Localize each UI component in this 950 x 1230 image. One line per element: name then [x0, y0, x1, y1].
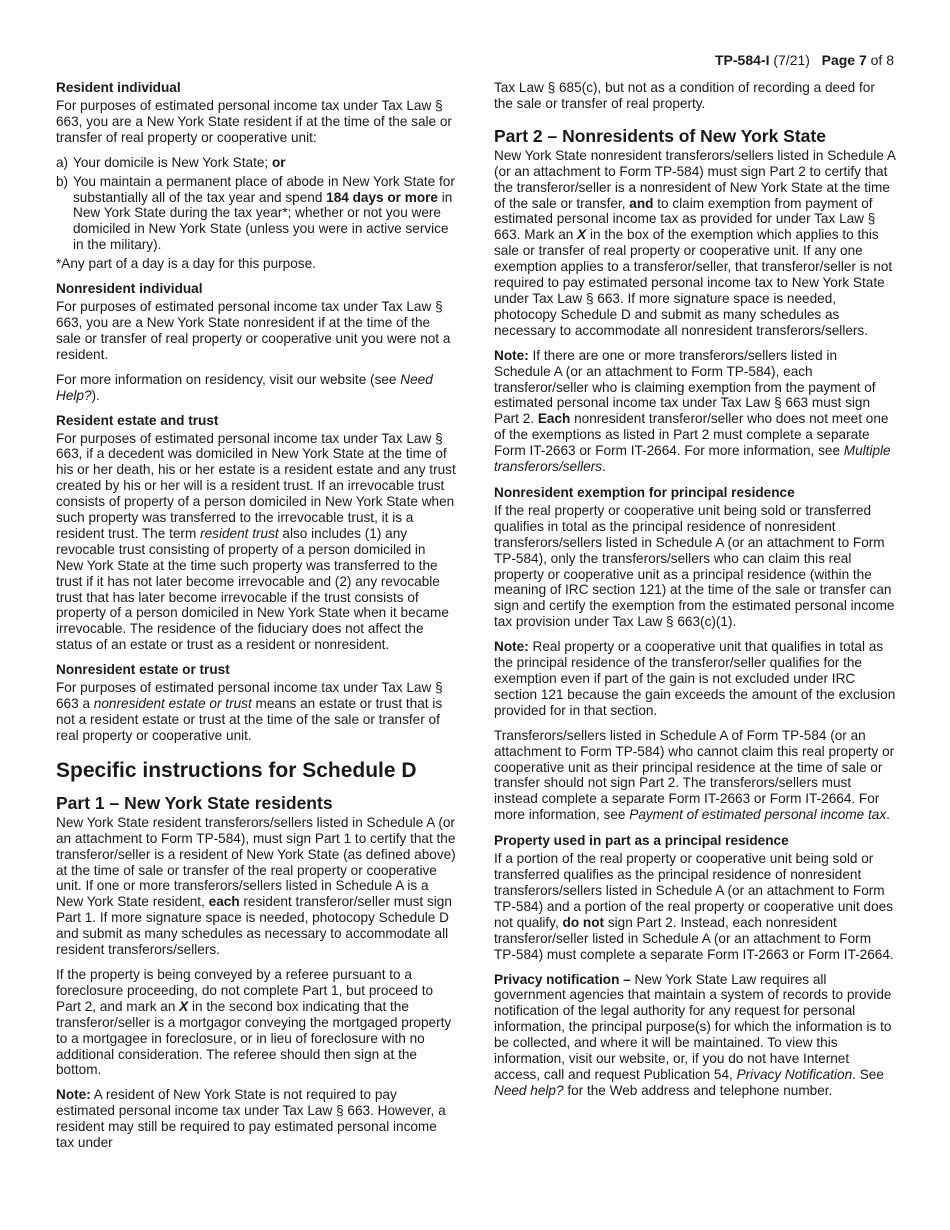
- emphasis-text: 184 days or more: [326, 189, 438, 205]
- heading-part-use: Property used in part as a principal residence: [494, 833, 789, 849]
- text-run: sign Part 2. Instead, each nonresident transferor/seller listed in Schedule A (or an attachment to Form TP-584) must complete a separate Form IT-2663 or Form IT-2664.: [494, 914, 894, 962]
- emphasis-text: or: [271, 154, 286, 170]
- text-run: If a portion of the real property or cooperative unit being sold or transferred qualifies as the principal residence of nonresident transferors/sellers listed in Schedule A (or an attachment to Form TP-584) and a portion of the real property or cooperative unit does not qualify,: [494, 851, 893, 930]
- emphasis-text: Note:: [56, 1087, 91, 1103]
- emphasis-text: nonresident estate or trust: [93, 696, 252, 712]
- emphasis-text: Note:: [494, 347, 529, 363]
- page-label: Page 7: [821, 52, 867, 68]
- emphasis-text: Privacy Notification: [736, 1066, 853, 1082]
- text-run: resident transferor/seller must sign Part 1. If more signature space is needed, photocopy Schedule D and submit as many schedules as necessary to accommodate all resident transferors/sellers.: [56, 894, 452, 958]
- paragraph: [494, 851, 896, 962]
- right-column: [494, 80, 896, 1108]
- paragraph: [56, 431, 456, 654]
- list-marker: b): [56, 173, 69, 189]
- paragraph: [494, 639, 896, 719]
- emphasis-text: Need Help?: [56, 371, 433, 403]
- emphasis-text: resident trust: [200, 525, 279, 541]
- text-run: If there are one or more transferors/sellers listed in Schedule A (or an attachment to Form TP-584), each transferor/seller who is claiming exemption from the payment of estimated personal income tax under Tax Law § 663 must sign Part 2.: [494, 347, 876, 427]
- paragraph: [56, 815, 456, 958]
- form-number: TP-584-I: [715, 52, 770, 68]
- text-run: Your domicile is New York State;: [73, 154, 272, 170]
- heading-nonresident-individual: Nonresident individual: [56, 281, 203, 297]
- paragraph: [56, 299, 456, 363]
- list-marker: a): [56, 154, 69, 170]
- emphasis-text: Payment of estimated personal income tax: [629, 807, 887, 823]
- text-run: For purposes of estimated personal income tax under Tax Law § 663, if a decedent was domiciled in New York State at the time of his or her death, his or her estate is a resident estate and any trust created by his or her will is a resident trust. If an irrevocable trust consists of property of a person domiciled in New York State when such property was transferred to the irrevocable trust, it is a resident trust. The term: [56, 430, 456, 541]
- text-run: .: [886, 807, 890, 823]
- text-run: in New York State during the tax year*; whether or not you were domiciled in New York State (unless you were in active service in the military).: [73, 189, 453, 253]
- text-run: New York State nonresident transferors/sellers listed in Schedule A (or an attachment to Form TP-584) must sign Part 2 to certify that the transferor/seller is a nonresident of New York State at the time of the sale or transfer,: [494, 147, 896, 211]
- list-text: [73, 155, 286, 171]
- text-run: nonresident transferor/seller who does not meet one of the exemptions as listed in Part 2 must complete a separate Form IT-2663 or Form IT-2664. For more information, see: [494, 411, 889, 459]
- footnote: *Any part of a day is a day for this purpose.: [56, 256, 316, 272]
- heading-principal-residence: Nonresident exemption for principal residence: [494, 484, 795, 500]
- paragraph: [494, 80, 896, 112]
- text-run: New York State Law requires all government agencies that maintain a system of records to provide notification of the legal authority for any request for personal information, the principal purpose(s) for which the information is to be collected, and where it will be maintained. To view this information, visit our website, or, if you do not have Internet access, call and request Publication 54,: [494, 971, 892, 1082]
- heading-nonresident-estate: Nonresident estate or trust: [56, 662, 230, 678]
- text-run: If the real property or cooperative unit being sold or transferred qualifies in total as the principal residence of nonresident transferors/sellers listed in Schedule A (or an attachment to Form TP-584), only the transferors/sellers who can claim this real property or cooperative unit as a principal residence (within the meaning of IRC section 121) at the time of the sale or transfer can sign and certify the exemption from the estimated personal income tax provision under Tax Law § 663(c)(1).: [494, 502, 895, 630]
- text-run: If the property is being conveyed by a referee pursuant to a foreclosure proceeding, do not complete Part 1, but proceed to Part 2, and mark an: [56, 966, 434, 1014]
- list-item: [56, 174, 456, 254]
- text-run: in the box of the exemption which applies to this sale or transfer of real property or cooperative unit. If any one exemption applies to a transferor/seller, that transferor/seller is not required to pay estimated personal income tax to New York State under Tax Law § 663. If more signature space is needed, photocopy Schedule D and submit as many schedules as necessary to accommodate all nonresident transferors/sellers.: [494, 227, 893, 338]
- text-run: For more information on residency, visit our website (see: [56, 371, 401, 387]
- paragraph: [494, 503, 896, 630]
- text-run: ).: [91, 387, 100, 403]
- left-column: [56, 80, 456, 1160]
- list-item: [56, 155, 456, 171]
- text-run: Tax Law § 685(c), but not as a condition of recording a deed for the sale or transfer of real property.: [494, 80, 875, 111]
- text-run: Transferors/sellers listed in Schedule A of Form TP-584 (or an attachment to Form TP-584) who cannot claim this real property or cooperative unit as their principal residence at the time of sale or transfer should not sign Part 2. The transferors/sellers must instead complete a separate Form IT-2663 or Form IT-2664. For more information, see: [494, 727, 895, 823]
- text-run: A resident of New York State is not required to pay estimated personal income tax under Tax Law § 663. However, a resident may still be required to pay estimated personal income tax under: [56, 1087, 446, 1151]
- text-run: . See: [852, 1066, 884, 1082]
- text-run: .: [602, 459, 606, 475]
- emphasis-text: X: [577, 227, 587, 243]
- text-run: For purposes of estimated personal income tax under Tax Law § 663 a: [56, 680, 443, 712]
- paragraph: [56, 967, 456, 1078]
- emphasis-text: Multiple transferors/sellers: [494, 443, 891, 475]
- text-run: For purposes of estimated personal income tax under Tax Law § 663, you are a New York State resident if at the time of the sale or transfer of real property or cooperative unit:: [56, 98, 452, 145]
- emphasis-text: Privacy notification –: [494, 971, 631, 987]
- emphasis-text: Each: [537, 411, 571, 427]
- text-run: means an estate or trust that is not a resident estate or trust at the time of the sale or transfer of real property or cooperative unit.: [56, 696, 443, 743]
- emphasis-text: each: [208, 894, 240, 910]
- paragraph: [56, 680, 456, 744]
- page-header: [715, 52, 894, 68]
- list-text: [73, 174, 456, 254]
- text-run: for the Web address and telephone number.: [563, 1082, 833, 1098]
- emphasis-text: Note:: [494, 639, 529, 655]
- section-title: Specific instructions for Schedule D: [56, 758, 417, 782]
- text-run: For purposes of estimated personal income tax under Tax Law § 663, you are a New York State nonresident if at the time of the sale or transfer of real property or cooperative unit you were not a resident.: [56, 299, 451, 362]
- text-run: also includes (1) any revocable trust consisting of property of a person domiciled in New York State at the time such property was transferred to the trust if it has not later become irrevocable and (2) any revocable trust that has later become irrevocable if the trust consists of property of a person domiciled in New York State when it became irrevocable. The residence of the fiduciary does not affect the status of an estate or trust as a resident or nonresident.: [56, 525, 449, 653]
- paragraph: [494, 728, 896, 823]
- paragraph: [494, 972, 896, 1099]
- text-run: You maintain a permanent place of abode in New York State for substantially all of the tax year and spend: [73, 173, 455, 205]
- heading-part-1: Part 1 – New York State residents: [56, 792, 333, 813]
- heading-resident-individual: Resident individual: [56, 80, 181, 95]
- paragraph: [56, 372, 456, 404]
- text-run: to claim exemption from payment of estimated personal income tax as provided for under Tax Law § 663. Mark an: [494, 195, 876, 243]
- emphasis-text: X: [179, 998, 189, 1014]
- text-run: New York State resident transferors/sellers listed in Schedule A (or an attachment to Form TP-584), must sign Part 1 to certify that the transferor/seller is a resident of New York State (as defined above) at the time of sale or transfer of the real property or cooperative unit. If one or more transferors/sellers listed in Schedule A is a New York State resident,: [56, 814, 456, 910]
- page-of: of 8: [870, 52, 894, 68]
- text-run: in the second box indicating that the transferor/seller is a mortgagor conveying the mortgaged property to a mortgagee in foreclosure, or in lieu of foreclosure with no additional consideration. The referee should then sign at the bottom.: [56, 998, 452, 1078]
- paragraph: [56, 1087, 456, 1151]
- emphasis-text: and: [629, 195, 654, 211]
- emphasis-text: Need help?: [494, 1082, 564, 1098]
- heading-part-2: Part 2 – Nonresidents of New York State: [494, 125, 826, 146]
- paragraph: [56, 98, 456, 146]
- paragraph: [494, 348, 896, 475]
- form-revision: (7/21): [773, 52, 810, 68]
- text-run: Real property or a cooperative unit that qualifies in total as the principal residence of the transferor/seller qualifies for the exemption even if part of the gain is not excluded under IRC section 121 because the gain exceeds the amount of the exclusion provided for in that section.: [494, 639, 896, 718]
- paragraph: [494, 148, 896, 339]
- heading-resident-estate: Resident estate and trust: [56, 412, 219, 428]
- emphasis-text: do not: [562, 914, 605, 930]
